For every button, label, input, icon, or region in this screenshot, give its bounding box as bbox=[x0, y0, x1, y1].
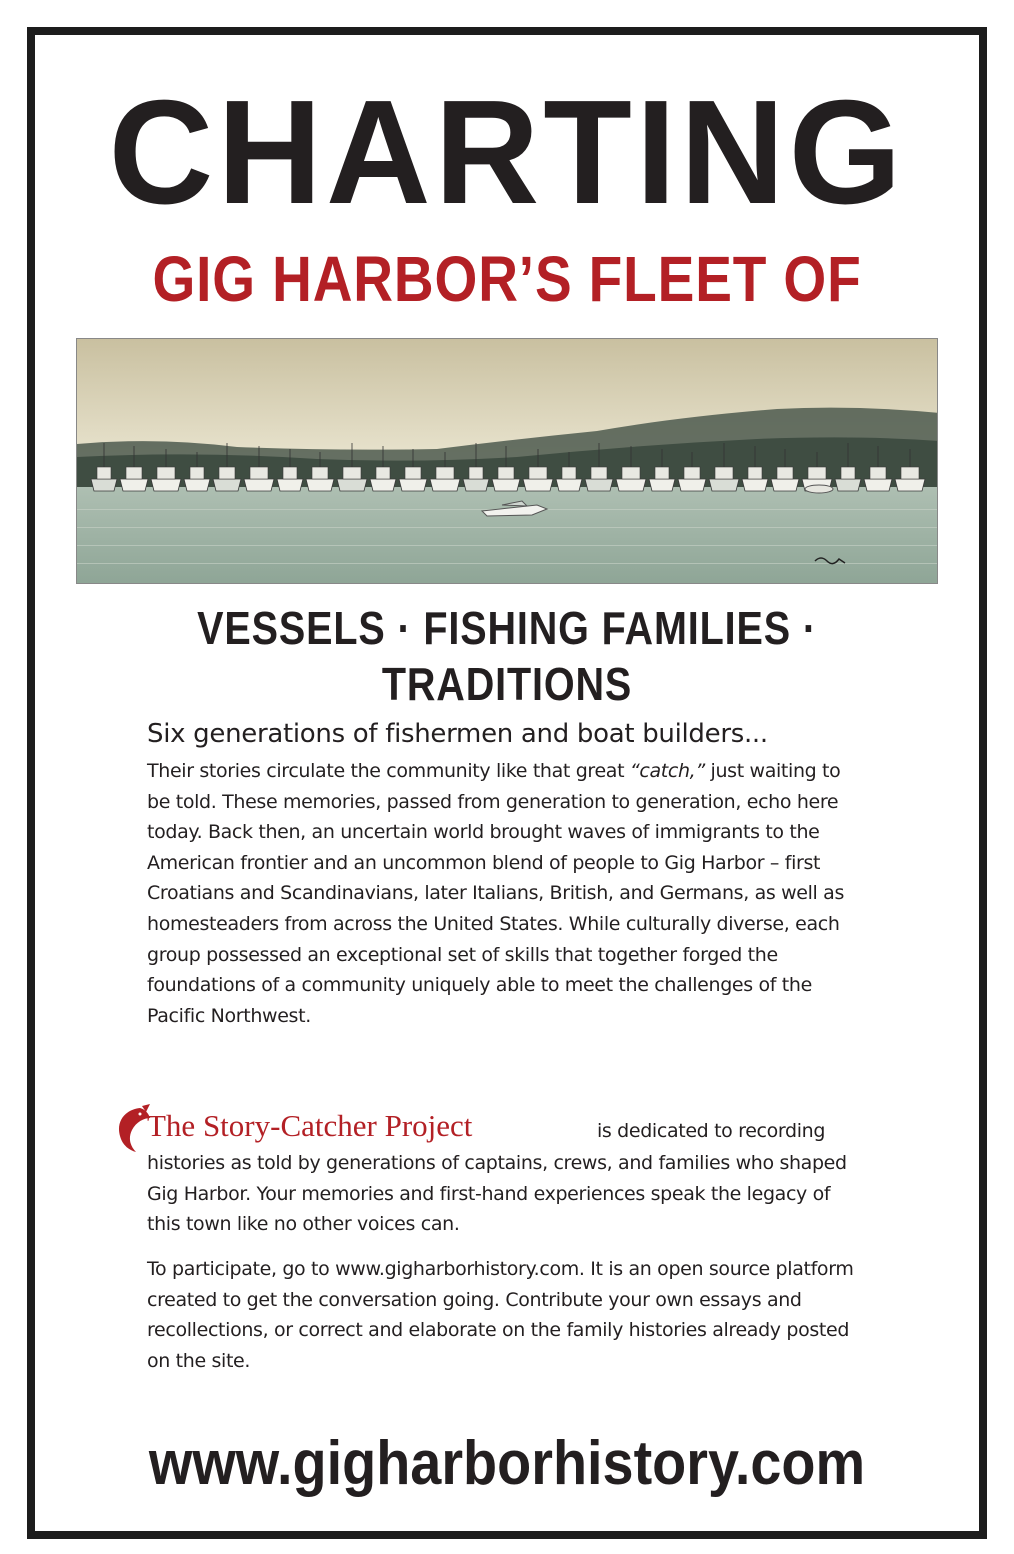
fleet-boat-cabin bbox=[808, 467, 826, 479]
fleet-boat-hull bbox=[835, 479, 861, 491]
fleet-boat-hull bbox=[742, 479, 768, 491]
fleet-boat-cabin bbox=[97, 467, 111, 479]
fleet-boat-cabin bbox=[529, 467, 547, 479]
fleet-boat-hull bbox=[120, 479, 148, 491]
fleet-panorama-photo bbox=[76, 338, 938, 584]
fleet-boat-cabin bbox=[622, 467, 640, 479]
fleet-boat-hull bbox=[616, 479, 646, 491]
tagline: VESSELS · FISHING FAMILIES · TRADITIONS bbox=[197, 602, 817, 710]
fleet-boat-hull bbox=[430, 479, 460, 491]
fleet-boat-cabin bbox=[376, 467, 390, 479]
headline: CHARTING bbox=[108, 70, 906, 235]
fleet-boat-hull bbox=[184, 479, 210, 491]
fleet-boat-hull bbox=[370, 479, 396, 491]
story-catcher-title: The Story-Catcher Project bbox=[147, 1108, 473, 1143]
website-url[interactable]: www.gigharborhistory.com bbox=[148, 1429, 866, 1498]
fleet-boat-cabin bbox=[126, 467, 142, 479]
intro-lead: Six generations of fishermen and boat builders... bbox=[147, 719, 768, 749]
intro-body-emphasis: “catch,” bbox=[629, 760, 705, 782]
fleet-boat-hull bbox=[91, 479, 117, 491]
fleet-boat-hull bbox=[151, 479, 181, 491]
story-catcher-body: histories as told by generations of captains, crews, and families who shaped Gig Harbor. Your memories and first-hand experiences speak the legacy of this town like no other voices can. bbox=[147, 1152, 847, 1236]
fleet-boat-cabin bbox=[219, 467, 235, 479]
fleet-boat-cabin bbox=[190, 467, 204, 479]
fleet-boat-hull bbox=[556, 479, 582, 491]
fleet-boat-cabin bbox=[748, 467, 762, 479]
fleet-boat-cabin bbox=[436, 467, 454, 479]
fleet-boat-cabin bbox=[777, 467, 793, 479]
fleet-boat-cabin bbox=[715, 467, 733, 479]
fleet-boat-hull bbox=[306, 479, 334, 491]
fleet-boat-cabin bbox=[250, 467, 268, 479]
fleet-boat-cabin bbox=[498, 467, 514, 479]
fleet-boat-hull bbox=[585, 479, 613, 491]
fleet-boat-cabin bbox=[591, 467, 607, 479]
fleet-boat-hull bbox=[277, 479, 303, 491]
fleet-boat-cabin bbox=[343, 467, 361, 479]
fleet-boat-cabin bbox=[469, 467, 483, 479]
fleet-boat-cabin bbox=[684, 467, 700, 479]
fleet-boat-cabin bbox=[312, 467, 328, 479]
fleet-boat-cabin bbox=[157, 467, 175, 479]
fleet-boat-cabin bbox=[283, 467, 297, 479]
fleet-boat-hull bbox=[771, 479, 799, 491]
fleet-boat-hull bbox=[523, 479, 553, 491]
fleet-boat-cabin bbox=[901, 467, 919, 479]
fish-icon bbox=[110, 1104, 152, 1154]
fleet-boat-hull bbox=[649, 479, 675, 491]
subheadline: GIG HARBOR’S FLEET OF bbox=[152, 243, 862, 315]
fleet-boat-cabin bbox=[655, 467, 669, 479]
fleet-boat-hull bbox=[709, 479, 739, 491]
fleet-boat-hull bbox=[864, 479, 892, 491]
fleet-boat-cabin bbox=[562, 467, 576, 479]
fleet-boat-hull bbox=[337, 479, 367, 491]
fleet-boat-cabin bbox=[405, 467, 421, 479]
fleet-boat-hull bbox=[244, 479, 274, 491]
intro-body bbox=[147, 756, 867, 1031]
fleet-boat-hull bbox=[463, 479, 489, 491]
story-catcher-intro: is dedicated to recording bbox=[597, 1120, 826, 1142]
fleet-boat-hull bbox=[399, 479, 427, 491]
intro-body-part-1: Their stories circulate the community like that great bbox=[147, 760, 630, 782]
intro-body-part-2: just waiting to be told. These memories, passed from generation to generation, echo here today. Back then, an uncertain world brought waves of immigrants to the American frontier and an uncommon blend of people to Gig Harbor – first Croatians and Scandinavians, later Italians, British, and Germans, as well as homesteaders from across the United States. While culturally diverse, each group possessed an exceptional set of skills that together forged the foundations of a community uniquely able to meet the challenges of the Pacific Northwest. bbox=[147, 760, 845, 1027]
fleet-boat-hull bbox=[492, 479, 520, 491]
fleet-boat-hull bbox=[678, 479, 706, 491]
fleet-boat-cabin bbox=[870, 467, 886, 479]
fleet-boat-cabin bbox=[841, 467, 855, 479]
fleet-boat-hull bbox=[213, 479, 241, 491]
participate-paragraph: To participate, go to www.gigharborhistory.com. It is an open source platform created to get the conversation going. Contribute your own essays and recollections, or correct and elaborate on the family histories already posted on the site. bbox=[147, 1258, 854, 1372]
fleet-boat-hull bbox=[895, 479, 925, 491]
